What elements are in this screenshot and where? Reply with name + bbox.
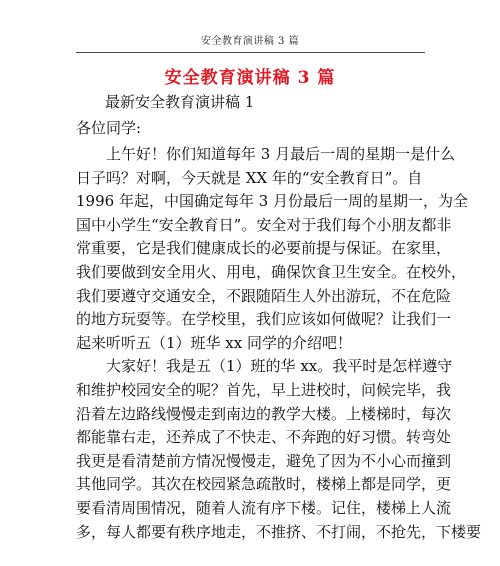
body-line: 要看清周围情况，随着人流有序下楼。记住，楼梯上人流 bbox=[76, 498, 452, 517]
header-divider bbox=[76, 52, 425, 53]
body-line: 我们要做到安全用火、用电，确保饮食卫生安全。在校外， bbox=[76, 262, 467, 281]
body-line: 的地方玩耍等。在学校里，我们应该如何做呢？让我们一 bbox=[76, 310, 452, 329]
document-title: 安全教育演讲稿 3 篇 bbox=[164, 68, 336, 88]
body-line: 常重要，它是我们健康成长的必要前提与保证。在家里， bbox=[76, 239, 452, 258]
body-text bbox=[76, 143, 482, 544]
body-line: 都能靠右走，还养成了不快走、不奔跑的好习惯。转弯处 bbox=[76, 428, 452, 447]
body-line: 其他同学。其次在校园紧急疏散时，楼梯上都是同学，更 bbox=[76, 475, 452, 494]
body-line: 1996 年起，中国确定每年 3 月份最后一周的星期一，为全 bbox=[76, 192, 469, 211]
body-line: 国中小学生“安全教育日”。安全对于我们每个小朋友都非 bbox=[76, 215, 452, 234]
body-line: 沿着左边路线慢慢走到南边的教学大楼。上楼梯时，每次 bbox=[76, 404, 452, 423]
body-line: 上午好！你们知道每年 3 月最后一周的星期一是什么 bbox=[76, 145, 456, 163]
body-line: 我更是看清楚前方情况慢慢走，避免了因为不小心而撞到 bbox=[76, 451, 452, 470]
body-line: 起来听听五（1）班华 xx 同学的介绍吧！ bbox=[76, 333, 353, 352]
body-line: 大家好！我是五（1）班的华 xx。我平时是怎样遵守 bbox=[76, 357, 453, 376]
body-line: 多，每人都要有秩序地走，不推挤、不打闹，不抢先，下楼要 bbox=[76, 522, 482, 541]
running-header: 安全教育演讲稿 3 篇 bbox=[200, 36, 300, 47]
body-line: 和维护校园安全的呢？首先，早上进校时，问候完毕，我 bbox=[76, 380, 452, 399]
body-line: 日子吗？对啊，今天就是 XX 年的“安全教育日”。自 bbox=[76, 168, 423, 187]
section-subtitle: 最新安全教育演讲稿 1 bbox=[105, 93, 255, 111]
salutation: 各位同学: bbox=[76, 119, 142, 137]
body-line: 我们要遵守交通安全，不跟随陌生人外出游玩，不在危险 bbox=[76, 286, 452, 305]
